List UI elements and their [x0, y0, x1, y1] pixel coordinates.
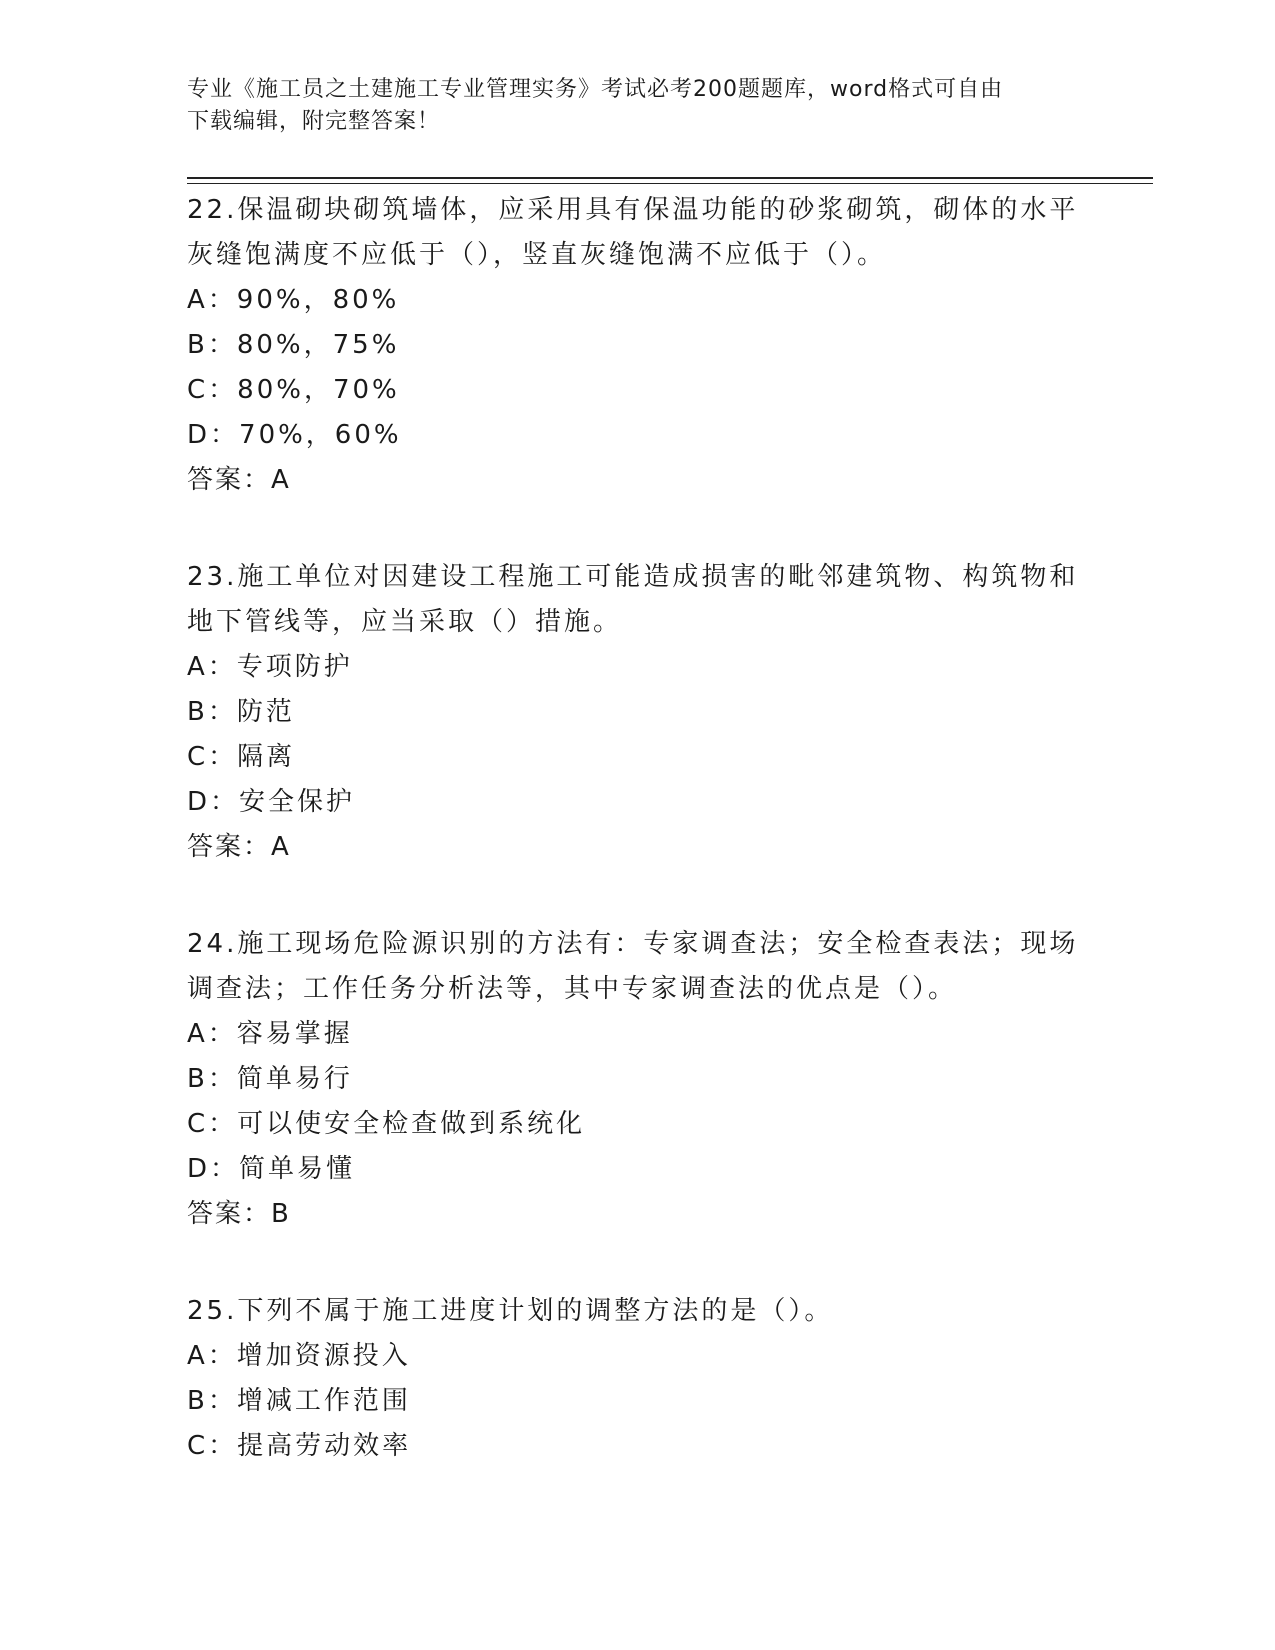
answer-line: 答案：B — [187, 1199, 291, 1229]
option-d: D：简单易懂 — [187, 1154, 356, 1184]
header-rule-thin — [187, 183, 1153, 184]
question-stem-line: 24.施工现场危险源识别的方法有：专家调查法；安全检查表法；现场 — [187, 929, 1079, 959]
question-stem-line: 地下管线等，应当采取（）措施。 — [187, 607, 623, 637]
question-25 — [187, 1289, 1087, 1469]
question-list — [187, 188, 1087, 1521]
option-b: B：80%，75% — [187, 330, 400, 360]
option-a: A：90%，80% — [187, 285, 400, 315]
option-d: D：70%，60% — [187, 420, 402, 450]
option-c: C：提高劳动效率 — [187, 1431, 412, 1461]
option-b: B：增减工作范围 — [187, 1386, 411, 1416]
option-a: A：容易掌握 — [187, 1019, 353, 1049]
document-header — [187, 74, 1067, 138]
question-23 — [187, 555, 1087, 870]
question-stem-line: 灰缝饱满度不应低于（），竖直灰缝饱满不应低于（）。 — [187, 240, 887, 270]
header-rule-thick — [187, 177, 1153, 179]
option-c: C：80%，70% — [187, 375, 400, 405]
option-a: A：专项防护 — [187, 652, 353, 682]
option-c: C：可以使安全检查做到系统化 — [187, 1109, 586, 1139]
question-22 — [187, 188, 1087, 503]
option-b: B：防范 — [187, 697, 295, 727]
option-a: A：增加资源投入 — [187, 1341, 411, 1371]
question-stem-line: 调查法；工作任务分析法等，其中专家调查法的优点是（）。 — [187, 974, 958, 1004]
question-stem-line: 25.下列不属于施工进度计划的调整方法的是（）。 — [187, 1296, 834, 1326]
answer-line: 答案：A — [187, 465, 291, 495]
header-line-1: 专业《施工员之土建施工专业管理实务》考试必考200题题库，word格式可自由 — [187, 77, 1004, 102]
option-d: D：安全保护 — [187, 787, 356, 817]
header-line-2: 下载编辑，附完整答案！ — [187, 109, 441, 134]
answer-line: 答案：A — [187, 832, 291, 862]
question-24 — [187, 922, 1087, 1237]
question-stem-line: 23.施工单位对因建设工程施工可能造成损害的毗邻建筑物、构筑物和 — [187, 562, 1079, 592]
option-b: B：简单易行 — [187, 1064, 353, 1094]
option-c: C：隔离 — [187, 742, 296, 772]
question-stem-line: 22.保温砌块砌筑墙体，应采用具有保温功能的砂浆砌筑，砌体的水平 — [187, 195, 1079, 225]
